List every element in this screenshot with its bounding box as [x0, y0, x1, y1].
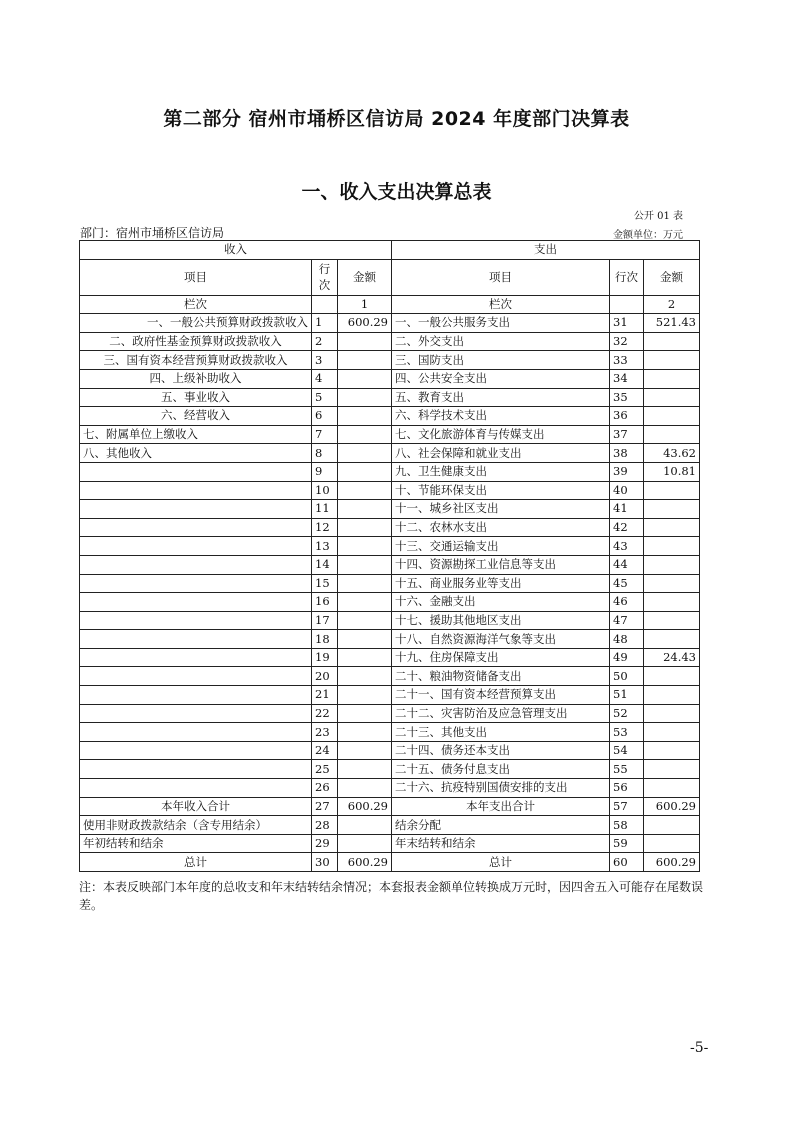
row-number: 55	[610, 760, 644, 779]
expense-item: 二十五、债务付息支出	[392, 760, 610, 779]
table-row	[80, 593, 700, 612]
amount	[644, 351, 700, 370]
expense-total-amount: 600.29	[644, 797, 700, 816]
income-expense-table	[79, 240, 700, 872]
amount	[338, 462, 392, 481]
row-number: 60	[610, 853, 644, 872]
row-number: 34	[610, 369, 644, 388]
amount	[338, 518, 392, 537]
table-row	[80, 779, 700, 798]
row-number: 5	[312, 388, 338, 407]
row-number: 39	[610, 462, 644, 481]
amount	[338, 686, 392, 705]
income-item	[80, 462, 312, 481]
row-number: 33	[610, 351, 644, 370]
amount	[338, 500, 392, 519]
row-number: 27	[312, 797, 338, 816]
row-number: 43	[610, 537, 644, 556]
amount	[644, 518, 700, 537]
expense-item: 四、公共安全支出	[392, 369, 610, 388]
table-note: 注：本表反映部门本年度的总收支和年末结转结余情况；本套报表金额单位转换成万元时，因四舍五入可能存在尾数误差。	[79, 880, 704, 912]
row-number: 54	[610, 741, 644, 760]
amount: 24.43	[644, 648, 700, 667]
table-row	[80, 611, 700, 630]
expense-item: 十、节能环保支出	[392, 481, 610, 500]
row-number: 16	[312, 593, 338, 612]
column-sequence-row	[80, 295, 700, 314]
income-row-no-header: 行次	[312, 259, 338, 295]
income-item	[80, 481, 312, 500]
income-seq-label: 栏次	[80, 295, 312, 314]
row-number: 12	[312, 518, 338, 537]
row-number: 56	[610, 779, 644, 798]
amount	[338, 388, 392, 407]
amount	[338, 425, 392, 444]
table-row	[80, 704, 700, 723]
amount	[644, 630, 700, 649]
row-number: 21	[312, 686, 338, 705]
amount	[644, 388, 700, 407]
row-number: 45	[610, 574, 644, 593]
income-total-amount: 600.29	[338, 797, 392, 816]
income-item	[80, 779, 312, 798]
expense-item: 二十一、国有资本经营预算支出	[392, 686, 610, 705]
expense-item: 五、教育支出	[392, 388, 610, 407]
row-number: 44	[610, 555, 644, 574]
table-row	[80, 555, 700, 574]
income-item	[80, 667, 312, 686]
amount	[338, 779, 392, 798]
amount	[338, 574, 392, 593]
row-number: 48	[610, 630, 644, 649]
table-row	[80, 630, 700, 649]
amount	[338, 611, 392, 630]
income-seq-number: 1	[338, 295, 392, 314]
detail-rows	[80, 314, 700, 797]
amount	[644, 834, 700, 853]
row-number: 51	[610, 686, 644, 705]
row-number: 15	[312, 574, 338, 593]
income-item: 二、政府性基金预算财政拨款收入	[80, 332, 312, 351]
expense-seq-blank	[610, 295, 644, 314]
amount	[644, 555, 700, 574]
amount	[644, 760, 700, 779]
amount	[644, 407, 700, 426]
table-row	[80, 648, 700, 667]
expense-item: 十三、交通运输支出	[392, 537, 610, 556]
expense-header: 支出	[392, 241, 700, 260]
row-number: 49	[610, 648, 644, 667]
row-number: 35	[610, 388, 644, 407]
expense-row-no-header: 行次	[610, 259, 644, 295]
amount	[338, 481, 392, 500]
row-number: 1	[312, 314, 338, 333]
grand-total-row	[80, 853, 700, 872]
expense-item: 年末结转和结余	[392, 834, 610, 853]
income-total-label: 本年收入合计	[80, 797, 312, 816]
table-row	[80, 407, 700, 426]
income-seq-blank	[312, 295, 338, 314]
expense-item: 八、社会保障和就业支出	[392, 444, 610, 463]
income-item	[80, 518, 312, 537]
table-row	[80, 369, 700, 388]
table-row	[80, 314, 700, 333]
amount	[338, 648, 392, 667]
table-row	[80, 351, 700, 370]
income-item	[80, 741, 312, 760]
row-number: 18	[312, 630, 338, 649]
row-number: 13	[312, 537, 338, 556]
expense-item: 十二、农林水支出	[392, 518, 610, 537]
amount	[644, 611, 700, 630]
row-number: 4	[312, 369, 338, 388]
section-title: 一、收入支出决算总表	[301, 181, 492, 203]
row-number: 14	[312, 555, 338, 574]
page-number: -5-	[690, 1040, 709, 1056]
expense-item: 十八、自然资源海洋气象等支出	[392, 630, 610, 649]
amount	[338, 407, 392, 426]
department-label: 部门：宿州市埇桥区信访局	[80, 226, 225, 240]
row-number: 32	[610, 332, 644, 351]
expense-item: 十五、商业服务业等支出	[392, 574, 610, 593]
income-grand-total-label: 总计	[80, 853, 312, 872]
amount: 600.29	[338, 314, 392, 333]
row-number: 50	[610, 667, 644, 686]
amount	[338, 630, 392, 649]
expense-item: 十六、金融支出	[392, 593, 610, 612]
income-item	[80, 723, 312, 742]
income-item	[80, 500, 312, 519]
income-item	[80, 704, 312, 723]
total-year-row	[80, 797, 700, 816]
expense-grand-total-label: 总计	[392, 853, 610, 872]
amount	[338, 704, 392, 723]
row-number: 58	[610, 816, 644, 835]
expense-seq-number: 2	[644, 295, 700, 314]
income-item: 三、国有资本经营预算财政拨款收入	[80, 351, 312, 370]
expense-item: 六、科学技术支出	[392, 407, 610, 426]
amount	[644, 593, 700, 612]
amount	[644, 369, 700, 388]
amount	[338, 834, 392, 853]
row-number: 7	[312, 425, 338, 444]
amount	[644, 779, 700, 798]
row-number: 26	[312, 779, 338, 798]
table-row	[80, 686, 700, 705]
income-item: 四、上级补助收入	[80, 369, 312, 388]
amount	[644, 816, 700, 835]
expense-item: 九、卫生健康支出	[392, 462, 610, 481]
expense-grand-total-amount: 600.29	[644, 853, 700, 872]
expense-item: 十四、资源勘探工业信息等支出	[392, 555, 610, 574]
table-row	[80, 518, 700, 537]
income-item: 八、其他收入	[80, 444, 312, 463]
expense-item-header: 项目	[392, 259, 610, 295]
table-row	[80, 462, 700, 481]
row-number: 42	[610, 518, 644, 537]
row-number: 36	[610, 407, 644, 426]
income-item: 年初结转和结余	[80, 834, 312, 853]
income-item	[80, 555, 312, 574]
amount	[338, 723, 392, 742]
amount	[644, 574, 700, 593]
amount	[644, 500, 700, 519]
income-item: 六、经营收入	[80, 407, 312, 426]
income-item: 五、事业收入	[80, 388, 312, 407]
amount: 43.62	[644, 444, 700, 463]
income-amount-header: 金额	[338, 259, 392, 295]
expense-item: 结余分配	[392, 816, 610, 835]
amount	[644, 741, 700, 760]
income-item: 使用非财政拨款结余（含专用结余）	[80, 816, 312, 835]
amount	[644, 667, 700, 686]
income-item	[80, 593, 312, 612]
row-number: 37	[610, 425, 644, 444]
expense-item: 十一、城乡社区支出	[392, 500, 610, 519]
table-row	[80, 425, 700, 444]
row-number: 47	[610, 611, 644, 630]
row-number: 53	[610, 723, 644, 742]
amount	[644, 686, 700, 705]
income-item	[80, 760, 312, 779]
row-number: 9	[312, 462, 338, 481]
row-number: 10	[312, 481, 338, 500]
expense-item: 一、一般公共服务支出	[392, 314, 610, 333]
table-group-header	[80, 241, 700, 260]
table-row	[80, 332, 700, 351]
table-row	[80, 667, 700, 686]
expense-item: 二十二、灾害防治及应急管理支出	[392, 704, 610, 723]
income-item	[80, 686, 312, 705]
income-item	[80, 630, 312, 649]
row-number: 46	[610, 593, 644, 612]
income-header: 收入	[80, 241, 392, 260]
document-title: 第二部分 宿州市埇桥区信访局 2024 年度部门决算表	[163, 108, 630, 130]
table-row	[80, 574, 700, 593]
income-item-header: 项目	[80, 259, 312, 295]
expense-item: 二十三、其他支出	[392, 723, 610, 742]
income-item: 一、一般公共预算财政拨款收入	[80, 314, 312, 333]
expense-item: 三、国防支出	[392, 351, 610, 370]
row-number: 31	[610, 314, 644, 333]
expense-item: 二十四、债务还本支出	[392, 741, 610, 760]
row-number: 17	[312, 611, 338, 630]
expense-item: 二十六、抗疫特别国债安排的支出	[392, 779, 610, 798]
table-row	[80, 481, 700, 500]
row-number: 28	[312, 816, 338, 835]
amount: 521.43	[644, 314, 700, 333]
expense-amount-header: 金额	[644, 259, 700, 295]
amount	[338, 667, 392, 686]
income-item	[80, 574, 312, 593]
expense-item: 二十、粮油物资储备支出	[392, 667, 610, 686]
row-number: 59	[610, 834, 644, 853]
row-number: 25	[312, 760, 338, 779]
income-grand-total-amount: 600.29	[338, 853, 392, 872]
amount: 10.81	[644, 462, 700, 481]
amount	[338, 351, 392, 370]
amount	[338, 760, 392, 779]
row-number: 20	[312, 667, 338, 686]
amount	[338, 593, 392, 612]
table-row	[80, 537, 700, 556]
table-row	[80, 723, 700, 742]
expense-total-label: 本年支出合计	[392, 797, 610, 816]
amount-unit: 金额单位：万元	[613, 230, 683, 241]
expense-item: 十七、援助其他地区支出	[392, 611, 610, 630]
row-number: 40	[610, 481, 644, 500]
row-number: 52	[610, 704, 644, 723]
row-number: 8	[312, 444, 338, 463]
form-number: 公开 01 表	[633, 211, 683, 222]
row-number: 6	[312, 407, 338, 426]
row-number: 19	[312, 648, 338, 667]
table-row	[80, 388, 700, 407]
amount	[644, 481, 700, 500]
amount	[338, 555, 392, 574]
table-row	[80, 760, 700, 779]
row-number: 57	[610, 797, 644, 816]
row-number: 23	[312, 723, 338, 742]
amount	[644, 425, 700, 444]
expense-item: 二、外交支出	[392, 332, 610, 351]
table-row	[80, 500, 700, 519]
table-column-header	[80, 259, 700, 295]
amount	[644, 332, 700, 351]
amount	[338, 741, 392, 760]
expense-seq-label: 栏次	[392, 295, 610, 314]
expense-item: 七、文化旅游体育与传媒支出	[392, 425, 610, 444]
row-number: 24	[312, 741, 338, 760]
amount	[338, 369, 392, 388]
table-row	[80, 444, 700, 463]
income-item	[80, 648, 312, 667]
row-number: 22	[312, 704, 338, 723]
income-item	[80, 611, 312, 630]
surplus-use-row	[80, 816, 700, 835]
table-row	[80, 741, 700, 760]
expense-item: 十九、住房保障支出	[392, 648, 610, 667]
row-number: 38	[610, 444, 644, 463]
amount	[338, 816, 392, 835]
amount	[338, 444, 392, 463]
row-number: 41	[610, 500, 644, 519]
amount	[338, 537, 392, 556]
carry-over-row	[80, 834, 700, 853]
row-number: 2	[312, 332, 338, 351]
amount	[338, 332, 392, 351]
amount	[644, 537, 700, 556]
row-number: 11	[312, 500, 338, 519]
row-number: 30	[312, 853, 338, 872]
amount	[644, 704, 700, 723]
income-item: 七、附属单位上缴收入	[80, 425, 312, 444]
amount	[644, 723, 700, 742]
row-number: 3	[312, 351, 338, 370]
income-item	[80, 537, 312, 556]
row-number: 29	[312, 834, 338, 853]
